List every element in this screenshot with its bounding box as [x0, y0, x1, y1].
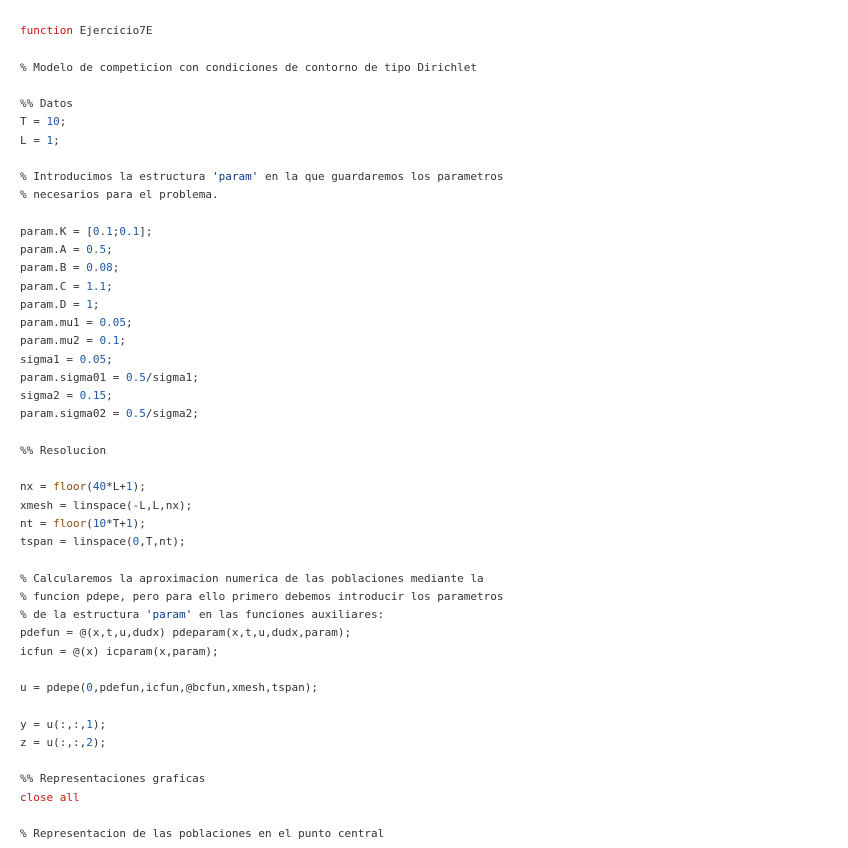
code-text: z = u(:,:, — [20, 735, 87, 749]
code-text: sigma2 = — [20, 389, 80, 402]
string-literal: 'param' — [145, 608, 193, 621]
number-literal: 10 — [46, 115, 60, 129]
comment-text: % Representacion de las poblaciones en el punto central — [20, 827, 385, 840]
code-listing — [20, 22, 503, 843]
code-line — [20, 241, 503, 259]
number-literal: 0.05 — [99, 316, 126, 329]
keyword-token: function — [20, 24, 73, 37]
code-line — [20, 515, 503, 533]
code-line — [20, 259, 503, 277]
code-line — [20, 606, 503, 624]
code-text: xmesh = linspace(-L,L,nx); — [20, 498, 193, 512]
code-line — [20, 332, 503, 350]
code-text: y = u(:,:, — [20, 717, 87, 731]
comment-text: % de la estructura — [20, 608, 146, 621]
builtin-function: floor — [53, 480, 87, 494]
code-text: ; — [106, 352, 113, 366]
code-line — [20, 497, 503, 515]
code-text: ; — [106, 243, 113, 256]
code-text: ]; — [139, 224, 153, 238]
number-literal: 1 — [86, 717, 93, 731]
code-line — [20, 716, 503, 734]
code-text: ; — [106, 279, 113, 293]
code-line — [20, 22, 503, 40]
number-literal: 0.05 — [79, 352, 107, 366]
code-text: ); — [92, 735, 107, 749]
code-text: param.B = — [20, 261, 87, 275]
code-line — [20, 186, 503, 204]
code-text: *L+ — [106, 480, 126, 494]
code-text: param.sigma02 = — [20, 407, 126, 421]
code-line — [20, 405, 503, 423]
code-text: ; — [53, 133, 60, 147]
number-literal: 1 — [126, 516, 133, 530]
string-literal: 'param' — [212, 170, 259, 183]
blank-line — [20, 150, 503, 168]
code-text: ); — [132, 516, 146, 530]
code-line — [20, 588, 503, 606]
number-literal: 0.08 — [86, 261, 113, 275]
number-literal: 1.1 — [86, 279, 107, 293]
number-literal: 1 — [86, 297, 93, 311]
code-text: u = pdepe( — [20, 681, 87, 694]
code-line — [20, 789, 503, 807]
blank-line — [20, 661, 503, 679]
code-text: ; — [125, 316, 133, 329]
code-text: sigma1 = — [20, 352, 80, 366]
code-text: ,T,nt); — [139, 535, 186, 548]
comment-text: % funcion pdepe, pero para ello primero debemos introducir los parametros — [20, 589, 504, 603]
number-literal: 0 — [86, 681, 93, 694]
number-literal: 1 — [126, 480, 133, 494]
blank-line — [20, 40, 503, 58]
code-text: ,pdefun,icfun,@bcfun,xmesh,tspan); — [92, 681, 319, 694]
blank-line — [20, 551, 503, 569]
number-literal: 0.5 — [86, 243, 107, 256]
code-text: Ejercicio7E — [72, 24, 153, 37]
code-line — [20, 533, 503, 551]
code-text: ; — [119, 334, 126, 348]
number-literal: 0.5 — [125, 407, 146, 421]
code-line — [20, 643, 503, 661]
code-text: ; — [92, 297, 100, 311]
code-text: ; — [112, 224, 120, 238]
number-literal: 0.15 — [79, 389, 107, 402]
code-line — [20, 351, 503, 369]
blank-line — [20, 752, 503, 770]
code-text: param.C = — [20, 279, 87, 293]
blank-line — [20, 205, 503, 223]
code-line — [20, 278, 503, 296]
code-line — [20, 59, 503, 77]
comment-text: % Modelo de competicion con condiciones de contorno de tipo Dirichlet — [20, 60, 477, 74]
code-text: param.D = — [20, 297, 87, 311]
code-text: ( — [86, 480, 93, 494]
code-text: ( — [86, 516, 93, 530]
number-literal: 0.5 — [125, 370, 146, 384]
code-line — [20, 369, 503, 387]
code-text: nx = — [20, 480, 54, 494]
comment-text: %% Datos — [20, 97, 73, 110]
builtin-function: floor — [53, 516, 87, 530]
code-line — [20, 442, 503, 460]
code-text: param.A = — [20, 243, 87, 256]
code-text: T = — [20, 115, 47, 129]
number-literal: 10 — [92, 516, 107, 530]
number-literal: 40 — [92, 480, 107, 494]
blank-line — [20, 697, 503, 715]
code-line — [20, 624, 503, 642]
code-text: /sigma2; — [145, 407, 199, 421]
blank-line — [20, 424, 503, 442]
number-literal: 2 — [86, 735, 93, 749]
code-text: param.K = [ — [20, 224, 93, 238]
code-text: param.mu1 = — [20, 316, 100, 329]
comment-text: % necesarios para el problema. — [20, 188, 219, 202]
code-line — [20, 825, 503, 843]
comment-text: %% Representaciones graficas — [20, 772, 206, 786]
comment-text: % Introducimos la estructura — [20, 170, 213, 183]
comment-text: en la que guardaremos los parametros — [258, 170, 504, 183]
code-text: ; — [112, 261, 120, 275]
number-literal: 0.1 — [99, 334, 120, 348]
code-text: param.mu2 = — [20, 334, 100, 348]
blank-line — [20, 807, 503, 825]
code-text: pdefun = @(x,t,u,dudx) pdeparam(x,t,u,dudx,param); — [20, 626, 352, 640]
code-line — [20, 679, 503, 697]
code-line — [20, 770, 503, 788]
comment-text: en las funciones auxiliares: — [192, 608, 385, 621]
code-text: ; — [59, 115, 67, 129]
code-text: L = — [20, 133, 47, 147]
code-line — [20, 296, 503, 314]
code-line — [20, 734, 503, 752]
code-text: param.sigma01 = — [20, 370, 126, 384]
code-line — [20, 113, 503, 131]
code-line — [20, 478, 503, 496]
code-line — [20, 314, 503, 332]
code-text: /sigma1; — [145, 370, 199, 384]
code-line — [20, 95, 503, 113]
comment-text: % Calcularemos la aproximacion numerica de las poblaciones mediante la — [20, 571, 484, 585]
code-text: *T+ — [106, 516, 126, 530]
code-text: nt = — [20, 516, 54, 530]
blank-line — [20, 77, 503, 95]
blank-line — [20, 460, 503, 478]
code-text: ); — [92, 717, 107, 731]
code-text: ; — [106, 389, 113, 402]
code-line — [20, 570, 503, 588]
code-line — [20, 168, 503, 186]
number-literal: 0.1 — [92, 224, 113, 238]
code-line — [20, 223, 503, 241]
number-literal: 1 — [46, 133, 54, 147]
code-text: ); — [132, 480, 146, 494]
code-text: icfun = @(x) icparam(x,param); — [20, 644, 219, 658]
number-literal: 0.1 — [119, 224, 140, 238]
number-literal: 0 — [132, 535, 140, 548]
comment-text: %% Resolucion — [20, 443, 107, 457]
keyword-token: close all — [20, 790, 80, 804]
code-text: tspan = linspace( — [20, 535, 133, 548]
code-line — [20, 387, 503, 405]
code-line — [20, 132, 503, 150]
